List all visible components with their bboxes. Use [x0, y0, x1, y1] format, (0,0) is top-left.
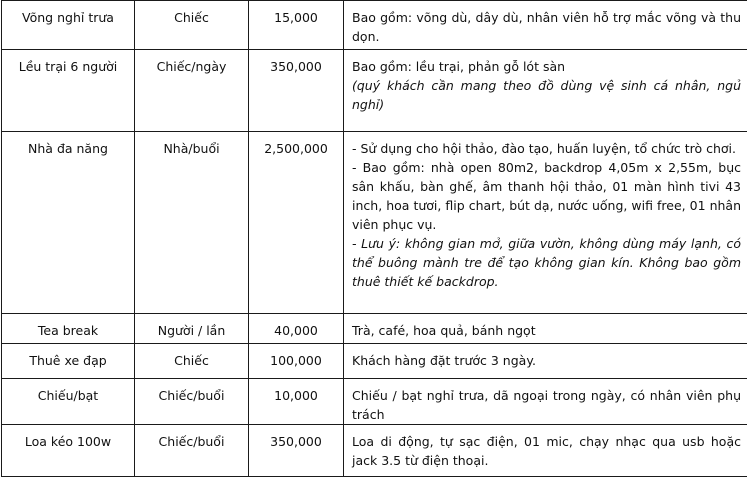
service-price: 2,500,000	[249, 132, 344, 314]
service-unit: Chiếc/ngày	[135, 50, 249, 132]
service-description	[344, 425, 747, 477]
service-unit: Người / lần	[135, 314, 249, 344]
service-description	[344, 50, 747, 132]
table-row	[2, 50, 747, 132]
description-note: (quý khách cần mang theo đồ dùng vệ sinh cá nhân, ngủ nghỉ)	[352, 78, 741, 112]
service-unit: Chiếc/buổi	[135, 379, 249, 425]
table-row	[2, 379, 747, 425]
description-line: Trà, café, hoa quả, bánh ngọt	[352, 323, 536, 338]
service-name: Loa kéo 100w	[2, 425, 135, 477]
service-unit: Chiếc	[135, 1, 249, 50]
service-price: 15,000	[249, 1, 344, 50]
service-name: Chiếu/bạt	[2, 379, 135, 425]
table-row	[2, 1, 747, 50]
table-row	[2, 344, 747, 379]
service-description	[344, 132, 747, 314]
service-name: Tea break	[2, 314, 135, 344]
table-row	[2, 132, 747, 314]
service-description	[344, 1, 747, 50]
service-price: 350,000	[249, 425, 344, 477]
service-price: 40,000	[249, 314, 344, 344]
service-price: 350,000	[249, 50, 344, 132]
service-price: 10,000	[249, 379, 344, 425]
service-name: Thuê xe đạp	[2, 344, 135, 379]
description-line: Bao gồm: võng dù, dây dù, nhân viên hỗ trợ mắc võng và thu dọn.	[352, 10, 741, 44]
table-row	[2, 425, 747, 477]
description-line: Khách hàng đặt trước 3 ngày.	[352, 353, 536, 368]
description-line: Chiếu / bạt nghỉ trưa, dã ngoại trong ngày, có nhân viên phụ trách	[352, 388, 741, 422]
description-line: - Sử dụng cho hội thảo, đào tạo, huấn luyện, tổ chức trò chơi.	[352, 141, 736, 156]
service-price: 100,000	[249, 344, 344, 379]
table-row	[2, 314, 747, 344]
service-description	[344, 314, 747, 344]
service-unit: Nhà/buổi	[135, 132, 249, 314]
service-description	[344, 344, 747, 379]
description-note: - Lưu ý: không gian mở, giữa vườn, không dùng máy lạnh, có thể buông mành tre để tạo không gian kín. Không bao gồm thuê thiết kế backdrop.	[352, 236, 741, 289]
service-description	[344, 379, 747, 425]
service-name: Lều trại 6 người	[2, 50, 135, 132]
service-unit: Chiếc	[135, 344, 249, 379]
service-unit: Chiếc/buổi	[135, 425, 249, 477]
description-line: Bao gồm: lều trại, phản gỗ lót sàn	[352, 59, 566, 74]
description-line: Loa di động, tự sạc điện, 01 mic, chạy nhạc qua usb hoặc jack 3.5 từ điện thoại.	[352, 434, 741, 468]
description-line: - Bao gồm: nhà open 80m2, backdrop 4,05m x 2,55m, bục sân khấu, bàn ghế, âm thanh hội thảo, 01 màn hình tivi 43 inch, hoa tươi, flip chart, bút dạ, nước uống, wifi free, 01 nhân viên phục vụ.	[352, 160, 741, 232]
service-name: Nhà đa năng	[2, 132, 135, 314]
service-price-table	[1, 0, 747, 477]
service-name: Võng nghỉ trưa	[2, 1, 135, 50]
